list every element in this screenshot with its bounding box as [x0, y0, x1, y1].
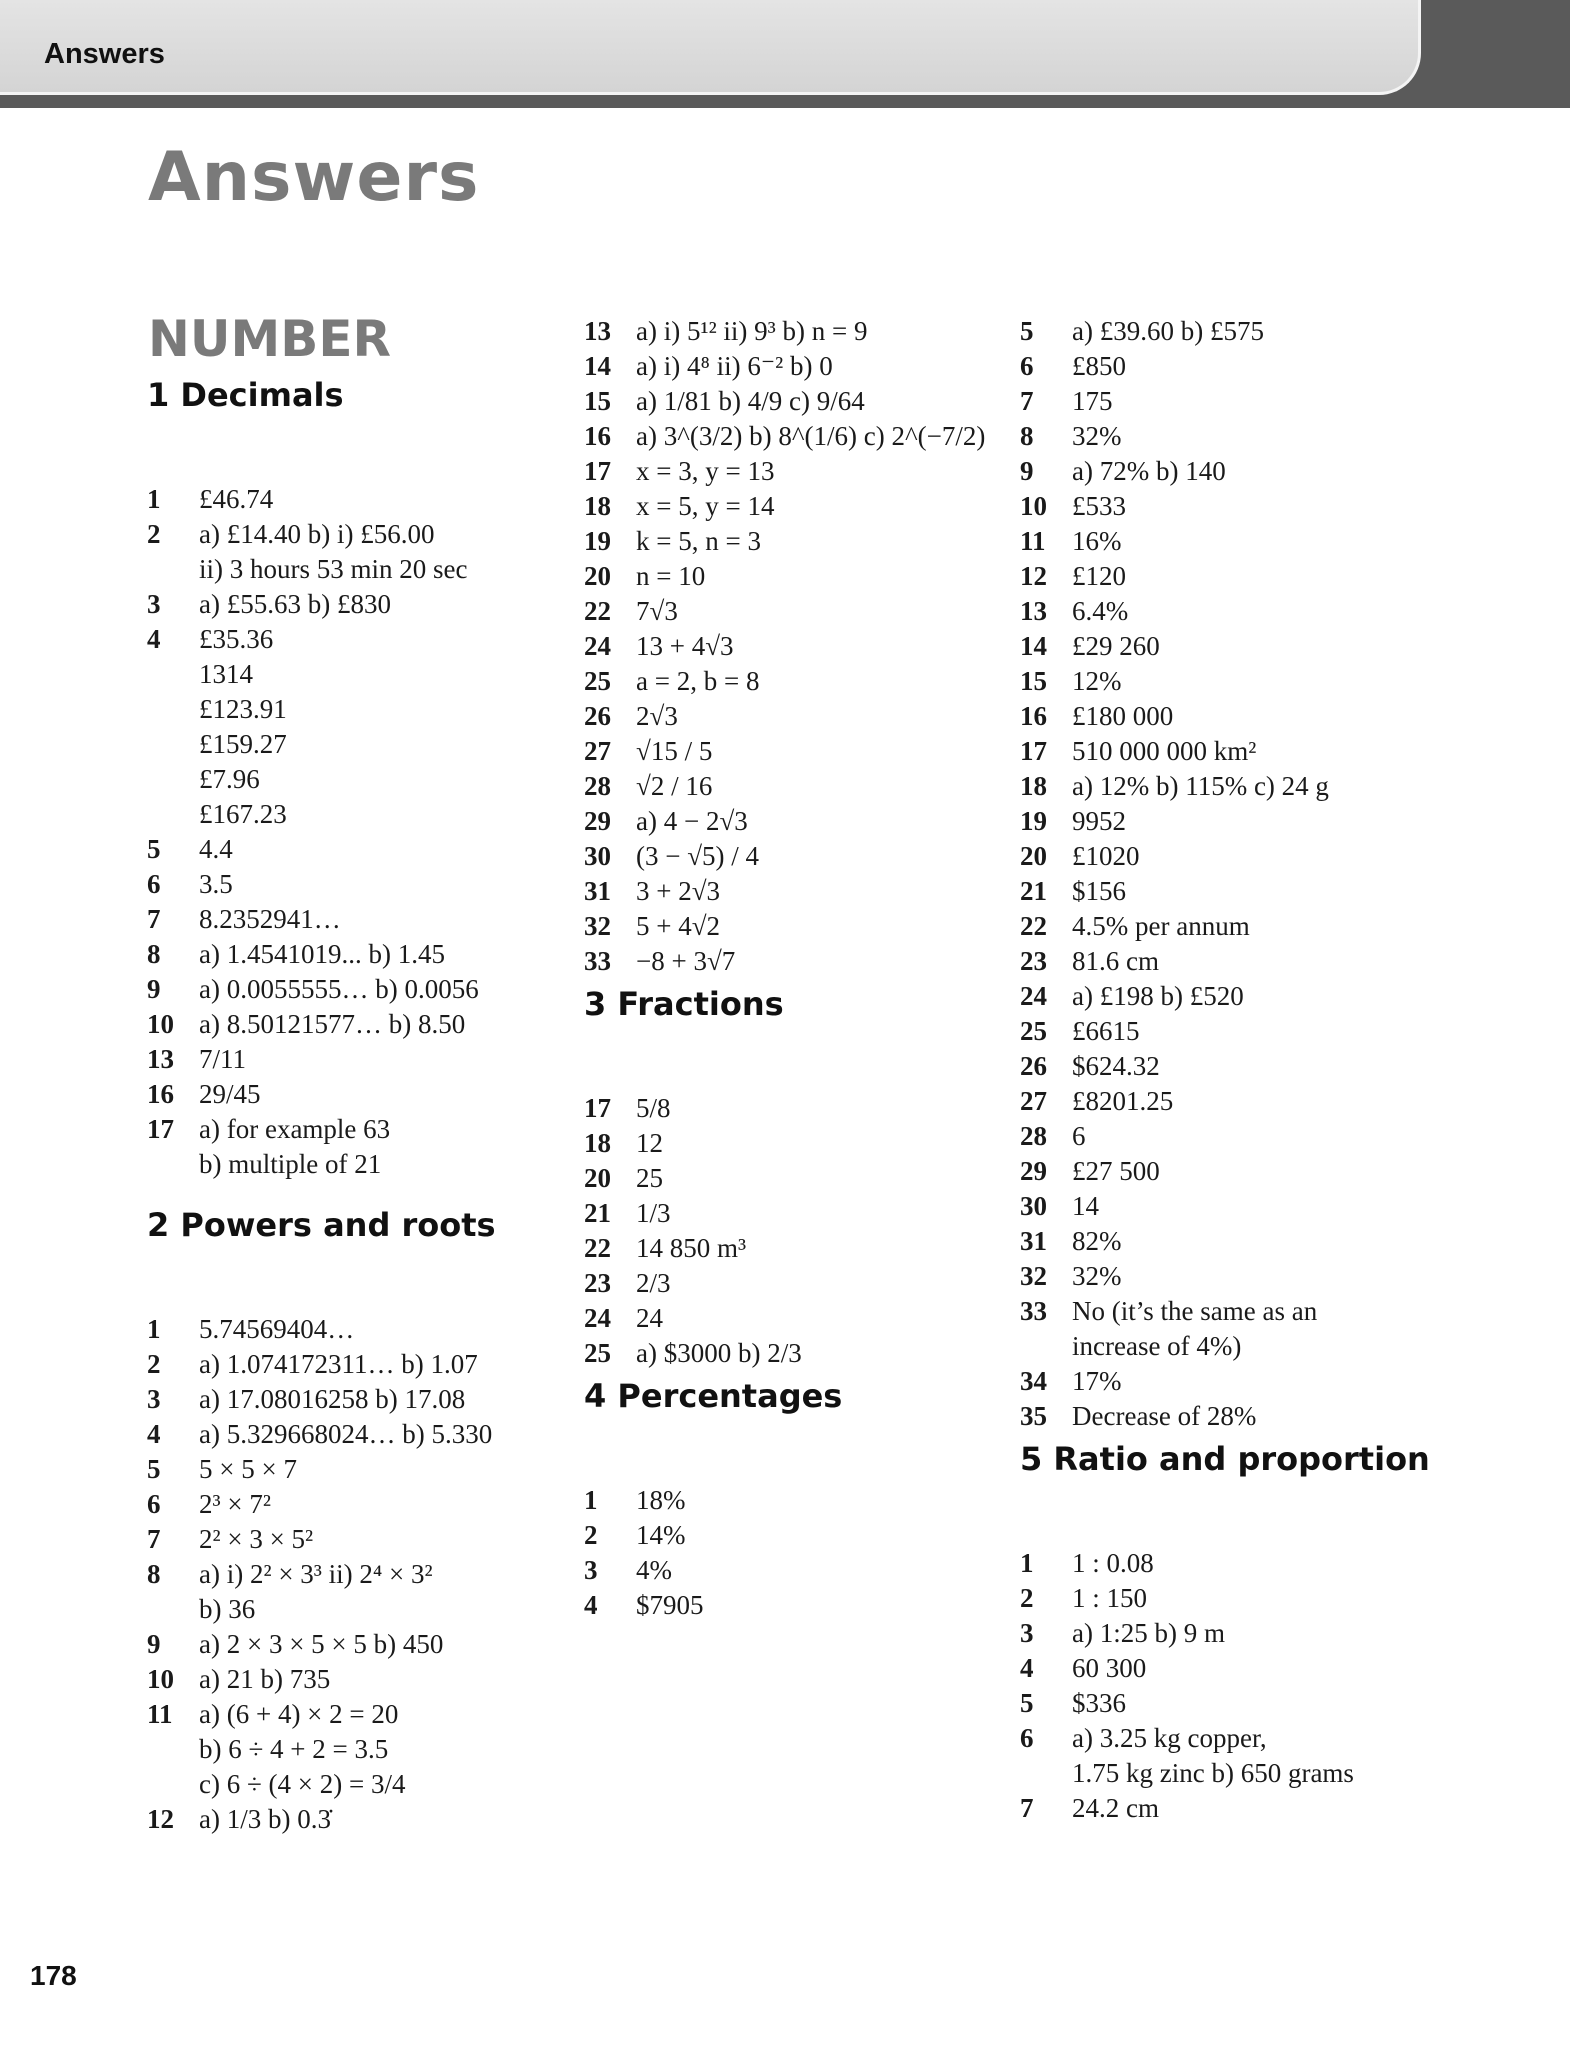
- answer-text: increase of 4%): [1072, 1331, 1242, 1361]
- answer-text: a) 2 × 3 × 5 × 5 b) 450: [199, 1629, 444, 1659]
- question-number: 34: [1020, 1366, 1047, 1396]
- answer-text: a) £55.63 b) £830: [199, 589, 391, 619]
- question-number: 26: [584, 701, 611, 731]
- answer-text: 6: [1072, 1121, 1086, 1151]
- answer-text: a) 21 b) 735: [199, 1664, 331, 1694]
- question-number: 7: [1020, 1793, 1034, 1823]
- question-number: 20: [584, 1163, 611, 1193]
- question-number: 22: [584, 1233, 611, 1263]
- question-number: 23: [584, 1268, 611, 1298]
- answer-text: £167.23: [199, 799, 287, 829]
- question-number: 13: [1020, 596, 1047, 626]
- question-number: 13: [584, 316, 611, 346]
- answer-text: £533: [1072, 491, 1126, 521]
- question-number: 4: [147, 624, 161, 654]
- question-number: 1: [1020, 1548, 1034, 1578]
- answer-text: £120: [1072, 561, 1126, 591]
- answer-text: 1/3: [636, 1198, 671, 1228]
- answer-text: 9952: [1072, 806, 1126, 836]
- question-number: 1: [147, 1314, 161, 1344]
- answer-text: 17%: [1072, 1366, 1122, 1396]
- section-title: NUMBER: [148, 310, 391, 368]
- answer-text: a) 3^(3/2) b) 8^(1/6) c) 2^(−7/2): [636, 421, 986, 451]
- answer-text: a) £198 b) £520: [1072, 981, 1244, 1011]
- answer-text: x = 5, y = 14: [636, 491, 775, 521]
- answer-text: ii) 3 hours 53 min 20 sec: [199, 554, 468, 584]
- answer-text: £27 500: [1072, 1156, 1160, 1186]
- question-number: 13: [147, 1044, 174, 1074]
- answer-text: 16%: [1072, 526, 1122, 556]
- question-number: 17: [584, 456, 611, 486]
- question-number: 10: [147, 1664, 174, 1694]
- answer-text: 81.6 cm: [1072, 946, 1159, 976]
- answer-text: 29/45: [199, 1079, 261, 1109]
- answer-text: a) 4 − 2√3: [636, 806, 748, 836]
- answer-text: 32%: [1072, 1261, 1122, 1291]
- answer-text: a) £39.60 b) £575: [1072, 316, 1264, 346]
- question-number: 32: [1020, 1261, 1047, 1291]
- answer-text: £7.96: [199, 764, 260, 794]
- question-number: 25: [584, 666, 611, 696]
- question-number: 9: [147, 974, 161, 1004]
- answer-text: $624.32: [1072, 1051, 1160, 1081]
- answer-text: £1020: [1072, 841, 1140, 871]
- question-number: 30: [584, 841, 611, 871]
- question-number: 19: [584, 526, 611, 556]
- answer-text: 3.5: [199, 869, 233, 899]
- answer-text: 82%: [1072, 1226, 1122, 1256]
- answer-text: a) for example 63: [199, 1114, 391, 1144]
- question-number: 32: [584, 911, 611, 941]
- answer-text: a) 72% b) 140: [1072, 456, 1226, 486]
- question-number: 33: [1020, 1296, 1047, 1326]
- answer-text: 60 300: [1072, 1653, 1147, 1683]
- question-number: 2: [1020, 1583, 1034, 1613]
- answer-text: £850: [1072, 351, 1126, 381]
- answer-text: a = 2, b = 8: [636, 666, 760, 696]
- question-number: 25: [584, 1338, 611, 1368]
- answer-text: x = 3, y = 13: [636, 456, 775, 486]
- question-number: 20: [1020, 841, 1047, 871]
- answer-text: 6.4%: [1072, 596, 1129, 626]
- question-number: 14: [1020, 631, 1047, 661]
- question-number: 2: [147, 519, 161, 549]
- question-number: 4: [1020, 1653, 1034, 1683]
- answer-text: a) 1/81 b) 4/9 c) 9/64: [636, 386, 865, 416]
- question-number: 22: [584, 596, 611, 626]
- question-number: 4: [147, 1419, 161, 1449]
- question-number: 14: [584, 351, 611, 381]
- question-number: 18: [584, 1128, 611, 1158]
- question-number: 17: [147, 1114, 174, 1144]
- answer-text: b) 6 ÷ 4 + 2 = 3.5: [199, 1734, 389, 1764]
- question-number: 15: [1020, 666, 1047, 696]
- answer-text: 1 : 150: [1072, 1583, 1148, 1613]
- question-number: 30: [1020, 1191, 1047, 1221]
- answer-text: 7√3: [636, 596, 678, 626]
- question-number: 6: [147, 869, 161, 899]
- question-number: 9: [147, 1629, 161, 1659]
- question-number: 17: [1020, 736, 1047, 766]
- answer-text: 5 × 5 × 7: [199, 1454, 297, 1484]
- question-number: 27: [1020, 1086, 1047, 1116]
- answer-text: 8.2352941…: [199, 904, 341, 934]
- answer-text: £180 000: [1072, 701, 1174, 731]
- answer-text: 4.4: [199, 834, 233, 864]
- answer-text: a) i) 2² × 3³ ii) 2⁴ × 3²: [199, 1559, 433, 1589]
- answer-text: a) 12% b) 115% c) 24 g: [1072, 771, 1329, 801]
- question-number: 6: [147, 1489, 161, 1519]
- answer-text: 14 850 m³: [636, 1233, 747, 1263]
- question-number: 25: [1020, 1016, 1047, 1046]
- question-number: 18: [584, 491, 611, 521]
- question-number: 11: [147, 1699, 173, 1729]
- answer-text: 12: [636, 1128, 663, 1158]
- answer-text: 32%: [1072, 421, 1122, 451]
- answer-text: 7/11: [199, 1044, 246, 1074]
- answer-text: £6615: [1072, 1016, 1140, 1046]
- answer-text: 1 : 0.08: [1072, 1548, 1154, 1578]
- answer-text: 2/3: [636, 1268, 671, 1298]
- question-number: 10: [147, 1009, 174, 1039]
- answer-text: a) 1.4541019... b) 1.45: [199, 939, 445, 969]
- question-number: 31: [1020, 1226, 1047, 1256]
- question-number: 28: [584, 771, 611, 801]
- question-number: 16: [147, 1079, 174, 1109]
- question-number: 29: [1020, 1156, 1047, 1186]
- page-title: Answers: [148, 138, 480, 217]
- question-number: 7: [147, 1524, 161, 1554]
- answer-text: $336: [1072, 1688, 1126, 1718]
- answer-text: a) 8.50121577… b) 8.50: [199, 1009, 466, 1039]
- answer-text: k = 5, n = 3: [636, 526, 761, 556]
- answer-text: a) £14.40 b) i) £56.00: [199, 519, 435, 549]
- answer-text: √15 / 5: [636, 736, 713, 766]
- answer-text: 1314: [199, 659, 253, 689]
- question-number: 6: [1020, 351, 1034, 381]
- answer-text: a) i) 4⁸ ii) 6⁻² b) 0: [636, 351, 833, 381]
- answer-text: 24.2 cm: [1072, 1793, 1159, 1823]
- answer-text: c) 6 ÷ (4 × 2) = 3/4: [199, 1769, 406, 1799]
- answer-text: £46.74: [199, 484, 274, 514]
- answer-text: b) multiple of 21: [199, 1149, 382, 1179]
- answer-text: 175: [1072, 386, 1113, 416]
- answer-text: 1.75 kg zinc b) 650 grams: [1072, 1758, 1354, 1788]
- answer-text: 510 000 000 km²: [1072, 736, 1257, 766]
- answer-text: a) 1/3 b) 0.3̇: [199, 1804, 331, 1834]
- answer-text: 25: [636, 1163, 663, 1193]
- answer-text: a) 0.0055555… b) 0.0056: [199, 974, 479, 1004]
- answer-text: a) i) 5¹² ii) 9³ b) n = 9: [636, 316, 868, 346]
- question-number: 28: [1020, 1121, 1047, 1151]
- answer-text: 5.74569404…: [199, 1314, 355, 1344]
- answer-text: 2√3: [636, 701, 678, 731]
- answer-text: £123.91: [199, 694, 287, 724]
- question-number: 24: [584, 1303, 611, 1333]
- question-number: 7: [147, 904, 161, 934]
- question-number: 22: [1020, 911, 1047, 941]
- answer-text: 5 + 4√2: [636, 911, 721, 941]
- answer-text: £159.27: [199, 729, 287, 759]
- answer-text: a) 5.329668024… b) 5.330: [199, 1419, 493, 1449]
- question-number: 3: [147, 589, 161, 619]
- question-number: 35: [1020, 1401, 1047, 1431]
- question-number: 21: [584, 1198, 611, 1228]
- running-header: Answers: [44, 38, 165, 70]
- answer-text: a) $3000 b) 2/3: [636, 1338, 802, 1368]
- answer-text: Decrease of 28%: [1072, 1401, 1257, 1431]
- question-number: 16: [1020, 701, 1047, 731]
- answer-text: 14: [1072, 1191, 1099, 1221]
- answer-text: 13 + 4√3: [636, 631, 734, 661]
- chapter-heading: 2 Powers and roots: [147, 1206, 496, 1244]
- question-number: 26: [1020, 1051, 1047, 1081]
- question-number: 23: [1020, 946, 1047, 976]
- question-number: 8: [147, 1559, 161, 1589]
- question-number: 2: [584, 1520, 598, 1550]
- question-number: 19: [1020, 806, 1047, 836]
- answer-text: n = 10: [636, 561, 706, 591]
- answer-text: 5/8: [636, 1093, 671, 1123]
- answer-text: 12%: [1072, 666, 1122, 696]
- answer-text: 2³ × 7²: [199, 1489, 271, 1519]
- answer-text: 24: [636, 1303, 663, 1333]
- answer-text: No (it’s the same as an: [1072, 1296, 1318, 1326]
- answer-text: a) 1.074172311… b) 1.07: [199, 1349, 478, 1379]
- answer-text: a) 17.08016258 b) 17.08: [199, 1384, 466, 1414]
- question-number: 29: [584, 806, 611, 836]
- question-number: 10: [1020, 491, 1047, 521]
- answer-text: £29 260: [1072, 631, 1160, 661]
- question-number: 33: [584, 946, 611, 976]
- question-number: 5: [1020, 316, 1034, 346]
- answer-text: √2 / 16: [636, 771, 713, 801]
- question-number: 12: [147, 1804, 174, 1834]
- answer-text: a) 1:25 b) 9 m: [1072, 1618, 1225, 1648]
- answer-text: £8201.25: [1072, 1086, 1174, 1116]
- question-number: 1: [584, 1485, 598, 1515]
- question-number: 9: [1020, 456, 1034, 486]
- question-number: 2: [147, 1349, 161, 1379]
- question-number: 8: [147, 939, 161, 969]
- answer-text: $156: [1072, 876, 1126, 906]
- question-number: 8: [1020, 421, 1034, 451]
- answer-text: 2² × 3 × 5²: [199, 1524, 314, 1554]
- answer-text: (3 − √5) / 4: [636, 841, 760, 871]
- question-number: 27: [584, 736, 611, 766]
- answer-text: a) 3.25 kg copper,: [1072, 1723, 1267, 1753]
- question-number: 3: [584, 1555, 598, 1585]
- question-number: 24: [1020, 981, 1047, 1011]
- question-number: 21: [1020, 876, 1047, 906]
- chapter-heading: 5 Ratio and proportion: [1020, 1440, 1430, 1478]
- question-number: 15: [584, 386, 611, 416]
- answer-text: 18%: [636, 1485, 686, 1515]
- question-number: 7: [1020, 386, 1034, 416]
- question-number: 17: [584, 1093, 611, 1123]
- chapter-heading: 3 Fractions: [584, 985, 784, 1023]
- question-number: 5: [147, 1454, 161, 1484]
- question-number: 16: [584, 421, 611, 451]
- page-number: 178: [30, 1960, 77, 1991]
- header-tab: [0, 0, 1421, 95]
- answer-text: a) (6 + 4) × 2 = 20: [199, 1699, 399, 1729]
- chapter-heading: 4 Percentages: [584, 1377, 843, 1415]
- question-number: 1: [147, 484, 161, 514]
- chapter-heading: 1 Decimals: [147, 376, 344, 414]
- answer-text: $7905: [636, 1590, 704, 1620]
- answer-text: £35.36: [199, 624, 274, 654]
- question-number: 11: [1020, 526, 1046, 556]
- question-number: 31: [584, 876, 611, 906]
- question-number: 5: [1020, 1688, 1034, 1718]
- question-number: 4: [584, 1590, 598, 1620]
- question-number: 18: [1020, 771, 1047, 801]
- question-number: 5: [147, 834, 161, 864]
- question-number: 20: [584, 561, 611, 591]
- question-number: 3: [1020, 1618, 1034, 1648]
- question-number: 6: [1020, 1723, 1034, 1753]
- answer-text: b) 36: [199, 1594, 256, 1624]
- question-number: 3: [147, 1384, 161, 1414]
- answer-text: 3 + 2√3: [636, 876, 721, 906]
- answer-text: 4.5% per annum: [1072, 911, 1250, 941]
- answer-text: 4%: [636, 1555, 672, 1585]
- answer-text: 14%: [636, 1520, 686, 1550]
- question-number: 24: [584, 631, 611, 661]
- answer-text: −8 + 3√7: [636, 946, 736, 976]
- question-number: 12: [1020, 561, 1047, 591]
